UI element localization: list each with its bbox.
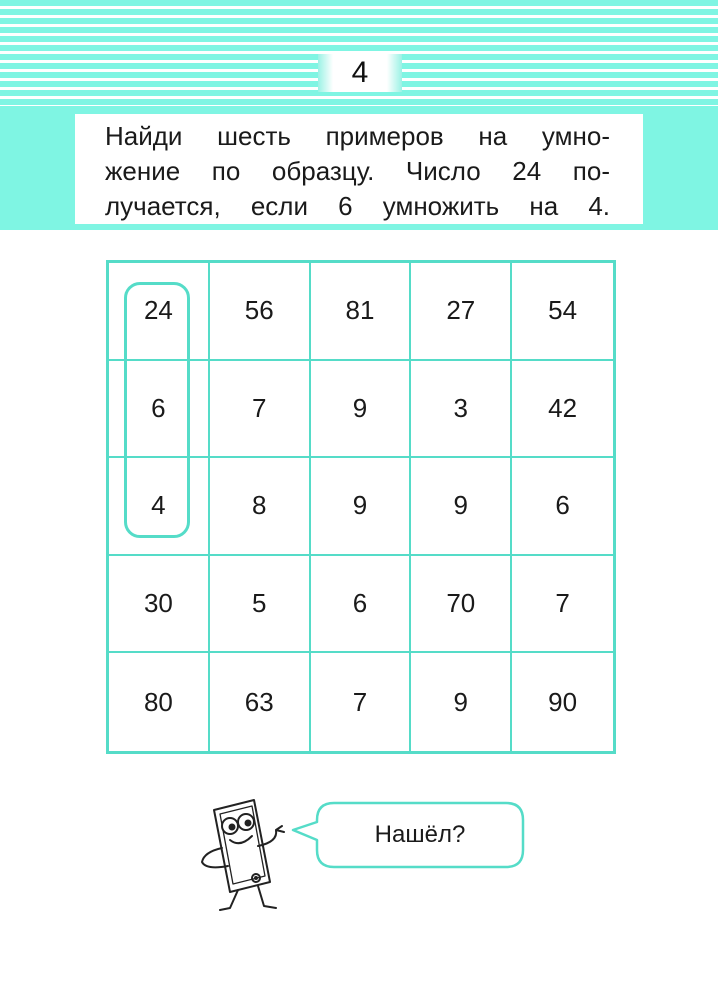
task-line-3: лучается, если 6 умножить на 4. [105,191,610,221]
grid-cell[interactable]: 90 [548,686,578,717]
task-line-2: жение по образцу. Число 24 по- [105,156,610,186]
grid-cell[interactable]: 5 [210,556,311,654]
grid-cell[interactable]: 8 [210,458,311,556]
grid-cell[interactable]: 6 [311,556,412,654]
grid-cell[interactable]: 3 [411,361,512,459]
grid-cell[interactable]: 80 [109,653,210,751]
grid-cell[interactable]: 9 [311,361,412,459]
grid-cell[interactable]: 30 [109,556,210,654]
grid-cell[interactable]: 6 [512,458,613,556]
grid-cell[interactable]: 7 [512,556,613,654]
grid-cell[interactable]: 42 [512,361,613,459]
speech-bubble-text: Нашёл? [374,821,466,848]
grid-cell[interactable]: 54 [512,263,613,361]
grid-cell[interactable]: 81 [311,263,412,361]
grid-cell[interactable]: 63 [210,653,311,751]
task-line-1: Найди шесть примеров на умно- [105,121,610,151]
grid-cell[interactable]: 7 [210,361,311,459]
phone-mascot-icon [192,796,292,914]
grid-cell[interactable]: 27 [411,263,512,361]
page-number: 4 [318,54,402,92]
grid-cell[interactable]: 4 [109,458,210,556]
grid-cell[interactable]: 9 [411,653,512,751]
grid-cell[interactable]: 9 [411,458,512,556]
grid-cell[interactable]: 6 [109,361,210,459]
grid-cell[interactable]: 9 [311,458,412,556]
grid-cell[interactable]: 24 [109,263,210,361]
grid-cell[interactable]: 70 [411,556,512,654]
grid-cell[interactable]: 7 [311,653,412,751]
grid-cell[interactable]: 56 [210,263,311,361]
example-highlight [124,282,190,538]
